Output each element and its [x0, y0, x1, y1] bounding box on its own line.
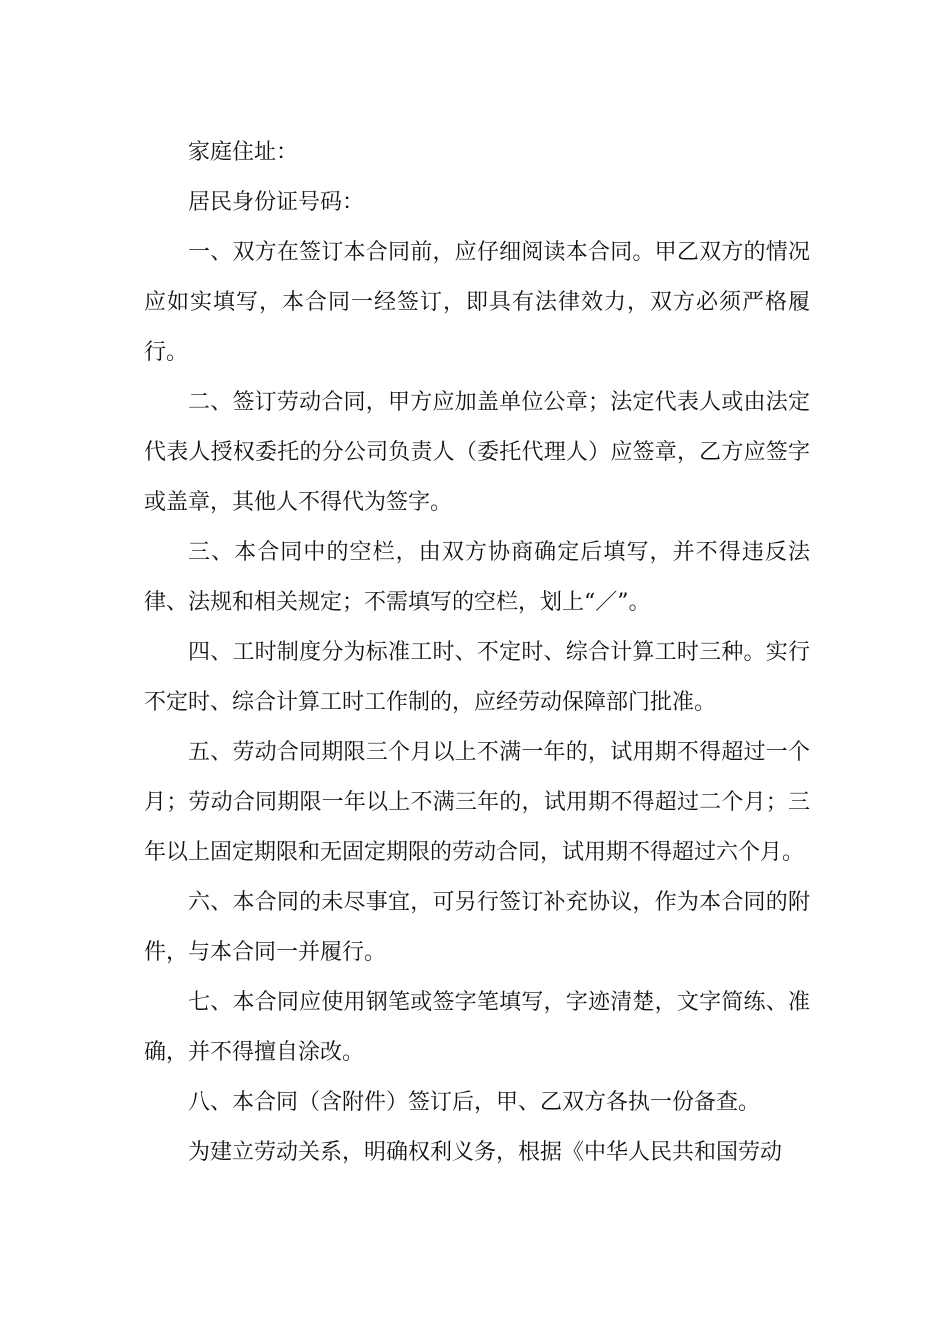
preamble-paragraph: 为建立劳动关系，明确权利义务，根据《中华人民共和国劳动 — [188, 1140, 783, 1165]
id-number-line: 居民身份证号码： — [188, 190, 365, 215]
clause-1: 一、双方在签订本合同前，应仔细阅读本合同。甲乙双方的情况应如实填写，本合同一经签订，即具有法律效力，双方必须严格履行。 — [144, 240, 810, 365]
home-address-line: 家庭住址： — [188, 140, 299, 165]
clause-5: 五、劳动合同期限三个月以上不满一年的，试用期不得超过一个月；劳动合同期限一年以上不满三年的，试用期不得超过二个月；三年以上固定期限和无固定期限的劳动合同，试用期不得超过六个月。 — [144, 740, 810, 865]
document-body — [144, 128, 810, 1178]
clause-8: 八、本合同（含附件）签订后，甲、乙双方各执一份备查。 — [188, 1090, 761, 1115]
clause-3: 三、本合同中的空栏，由双方协商确定后填写，并不得违反法律、法规和相关规定；不需填写的空栏，划上“／”。 — [144, 540, 810, 615]
clause-7: 七、本合同应使用钢笔或签字笔填写，字迹清楚，文字简练、准确，并不得擅自涂改。 — [144, 990, 810, 1065]
clause-2: 二、签订劳动合同，甲方应加盖单位公章；法定代表人或由法定代表人授权委托的分公司负责人（委托代理人）应签章，乙方应签字或盖章，其他人不得代为签字。 — [144, 390, 810, 515]
clause-6: 六、本合同的未尽事宜，可另行签订补充协议，作为本合同的附件，与本合同一并履行。 — [144, 890, 810, 965]
clause-4: 四、工时制度分为标准工时、不定时、综合计算工时三种。实行不定时、综合计算工时工作制的，应经劳动保障部门批准。 — [144, 640, 810, 715]
